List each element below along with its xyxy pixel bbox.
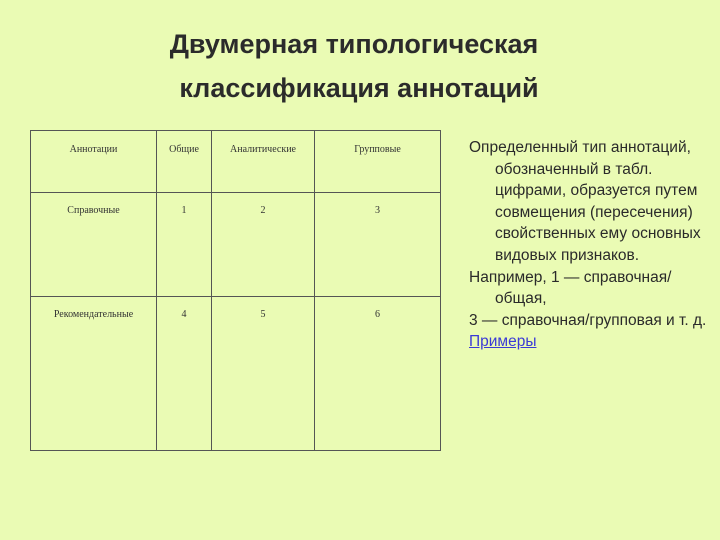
example-paragraph-1: Например, 1 — справочная/общая, (469, 268, 672, 308)
row-label-recommendatory: Рекомендательные (31, 297, 157, 451)
table-cell: 5 (212, 297, 315, 451)
table-header-row (31, 131, 441, 193)
header-annotations: Аннотации (31, 131, 157, 193)
table-cell: 4 (157, 297, 212, 451)
table-cell: 6 (315, 297, 441, 451)
header-analytical: Аналитические (212, 131, 315, 193)
explanation-text (469, 137, 709, 353)
example-paragraph-2: 3 — справочная/групповая и т. д. (469, 311, 707, 329)
header-general: Общие (157, 131, 212, 193)
table-row (31, 297, 441, 451)
table-row (31, 193, 441, 297)
table-cell: 2 (212, 193, 315, 297)
row-label-reference: Справочные (31, 193, 157, 297)
definition-paragraph: Определенный тип аннотаций, обозначенный в табл. цифрами, образуется путем совмещения (пересечения) свойственных ему основных видовых признаков. (469, 139, 701, 264)
table-cell: 3 (315, 193, 441, 297)
title-line-1: Двумерная типологическая (169, 29, 539, 59)
slide-title (0, 22, 720, 110)
header-group: Групповые (315, 131, 441, 193)
examples-link[interactable]: Примеры (469, 333, 537, 351)
typology-table (30, 130, 441, 451)
title-line-2: классификация аннотаций (179, 73, 539, 103)
table-cell: 1 (157, 193, 212, 297)
